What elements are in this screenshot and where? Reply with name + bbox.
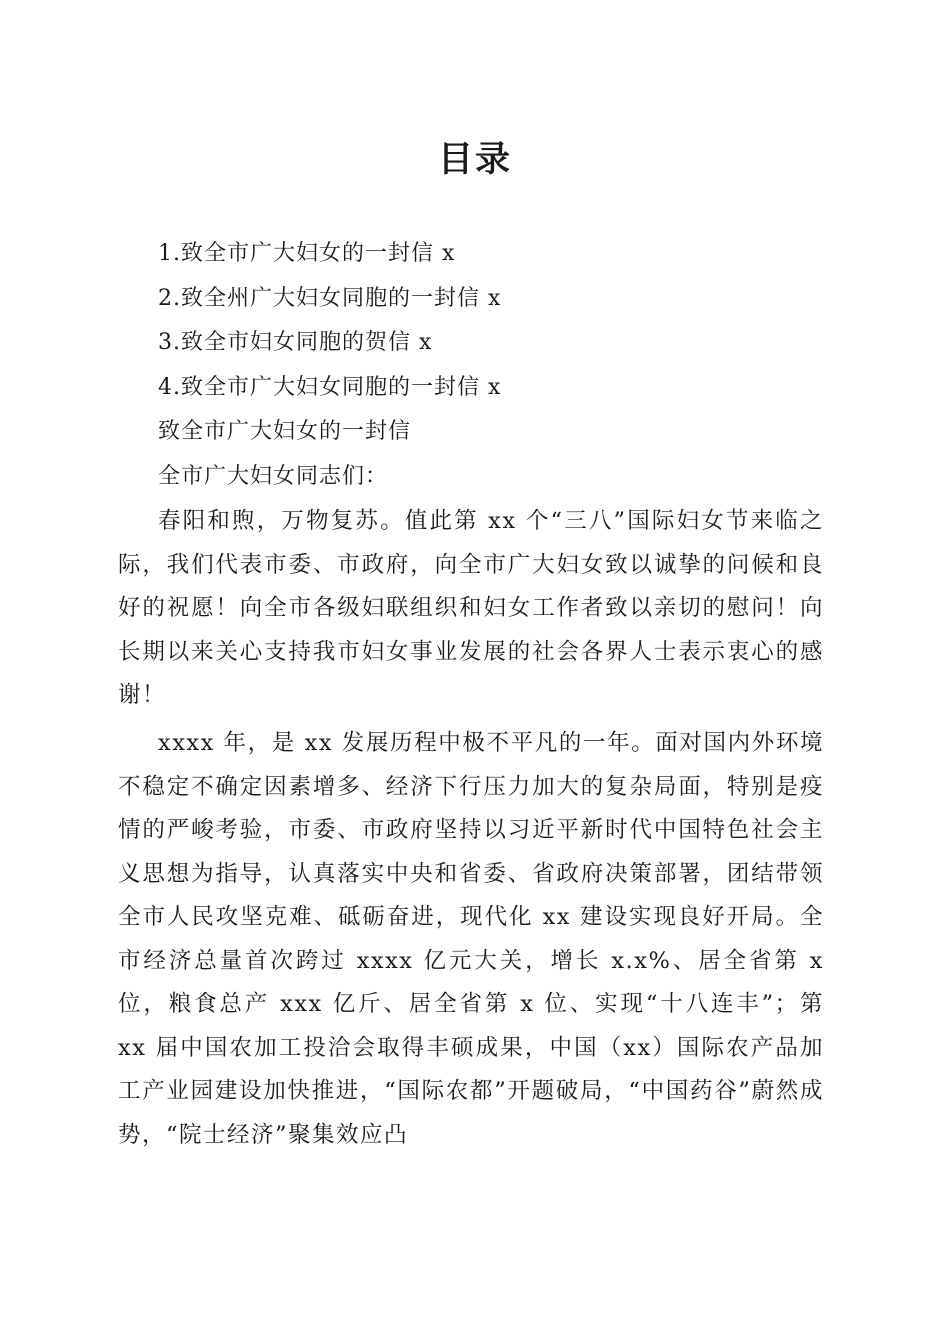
salutation: 全市广大妇女同志们： [158, 464, 389, 489]
letter-title: 致全市广大妇女的一封信 [158, 419, 412, 444]
page-title: 目录 [437, 139, 512, 180]
toc-item[interactable]: 3.致全市妇女同胞的贺信 x [158, 330, 433, 355]
toc-item[interactable]: 2.致全州广大妇女同胞的一封信 x [158, 285, 502, 311]
body-paragraph: 春阳和煦，万物复苏。值此第 xx 个“三八”国际妇女节来临之际，我们代表市委、市政府，向全市广大妇女致以诚挚的问候和良好的祝愿！向全市各级妇联组织和妇女工作者致以亲切的慰问！向长期以来关心支持我市妇女事业发展的社会各界人士表示衷心的感谢！ [118, 508, 824, 708]
toc-item[interactable]: 4.致全市广大妇女同胞的一封信 x [158, 374, 502, 400]
body-paragraph: xxxx 年，是 xx 发展历程中极不平凡的一年。面对国内外环境不稳定不确定因素增多、经济下行压力加大的复杂局面，特别是疫情的严峻考验，市委、市政府坚持以习近平新时代中国特色社会主义思想为指导，认真落实中央和省委、省政府决策部署，团结带领全市人民攻坚克难、砥砺奋进，现代化 xx 建设实现良好开局。全市经济总量首次跨过 xxxx 亿元大关，增长 x.x%、居全省第 x 位，粮食总产 xxx 亿斤、居全省第 x 位、实现“十八连丰”；第 xx 届中国农加工投洽会取得丰硕成果，中国（xx）国际农产品加工产业园建设加快推进，“国际农都”开题破局，“中国药谷”蔚然成势，“院士经济”聚集效应凸 [118, 730, 824, 1148]
toc-item[interactable]: 1.致全市广大妇女的一封信 x [158, 241, 456, 266]
table-of-contents [158, 232, 501, 410]
